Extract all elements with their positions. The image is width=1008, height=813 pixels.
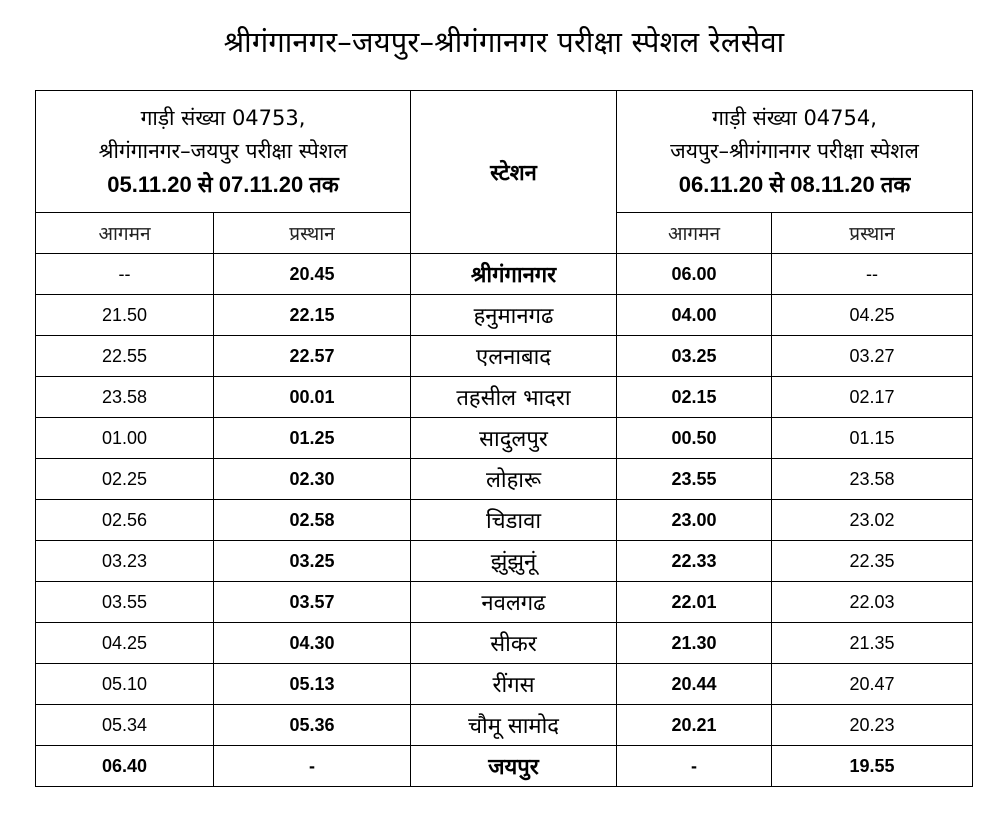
right-departure-time: 23.58	[772, 459, 973, 500]
timetable	[35, 90, 973, 787]
left-arrival-time: 01.00	[36, 418, 214, 459]
station-name: चिडावा	[411, 500, 617, 541]
left-departure-time: 22.57	[214, 336, 411, 377]
right-arrival-time: -	[617, 746, 772, 787]
right-train-number: गाड़ी संख्या 04754,	[712, 106, 877, 130]
left-departure-time: 02.58	[214, 500, 411, 541]
timetable-row	[36, 705, 973, 746]
right-departure-time: 20.47	[772, 664, 973, 705]
left-arrival-time: 22.55	[36, 336, 214, 377]
left-arrival-time: 05.10	[36, 664, 214, 705]
left-train-header	[36, 91, 411, 213]
left-arrival-time: 04.25	[36, 623, 214, 664]
left-arrival-time: --	[36, 254, 214, 295]
station-name: सादुलपुर	[411, 418, 617, 459]
left-departure-time: 22.15	[214, 295, 411, 336]
station-name: रींगस	[411, 664, 617, 705]
right-train-header	[617, 91, 973, 213]
right-departure-time: 22.35	[772, 541, 973, 582]
left-departure-time: 05.13	[214, 664, 411, 705]
left-arrival-time: 06.40	[36, 746, 214, 787]
left-departure-time: 01.25	[214, 418, 411, 459]
right-departure-time: --	[772, 254, 973, 295]
station-name: हनुमानगढ	[411, 295, 617, 336]
right-departure-time: 01.15	[772, 418, 973, 459]
right-arrival-time: 20.21	[617, 705, 772, 746]
right-departure-time: 04.25	[772, 295, 973, 336]
left-train-route: श्रीगंगानगर–जयपुर परीक्षा स्पेशल	[98, 139, 348, 163]
station-name: एलनाबाद	[411, 336, 617, 377]
station-name: लोहारू	[411, 459, 617, 500]
station-name: चौमू सामोद	[411, 705, 617, 746]
left-departure-header: प्रस्थान	[214, 213, 411, 254]
right-departure-time: 03.27	[772, 336, 973, 377]
left-train-dates: 05.11.20 से 07.11.20 तक	[107, 172, 339, 197]
left-departure-time: 02.30	[214, 459, 411, 500]
timetable-row	[36, 336, 973, 377]
left-arrival-time: 02.25	[36, 459, 214, 500]
left-departure-time: 05.36	[214, 705, 411, 746]
station-name: श्रीगंगानगर	[411, 254, 617, 295]
timetable-row	[36, 541, 973, 582]
timetable-row	[36, 582, 973, 623]
timetable-row	[36, 377, 973, 418]
right-departure-time: 02.17	[772, 377, 973, 418]
right-arrival-time: 03.25	[617, 336, 772, 377]
timetable-row	[36, 418, 973, 459]
right-departure-time: 20.23	[772, 705, 973, 746]
left-arrival-time: 03.23	[36, 541, 214, 582]
right-arrival-time: 00.50	[617, 418, 772, 459]
right-departure-time: 19.55	[772, 746, 973, 787]
right-arrival-time: 21.30	[617, 623, 772, 664]
right-arrival-time: 04.00	[617, 295, 772, 336]
right-arrival-time: 23.55	[617, 459, 772, 500]
timetable-row	[36, 746, 973, 787]
left-arrival-time: 21.50	[36, 295, 214, 336]
left-arrival-header: आगमन	[36, 213, 214, 254]
right-arrival-time: 23.00	[617, 500, 772, 541]
station-name: नवलगढ	[411, 582, 617, 623]
left-departure-time: -	[214, 746, 411, 787]
right-train-route: जयपुर–श्रीगंगानगर परीक्षा स्पेशल	[670, 139, 919, 163]
timetable-row	[36, 254, 973, 295]
left-departure-time: 00.01	[214, 377, 411, 418]
right-arrival-time: 06.00	[617, 254, 772, 295]
station-name: जयपुर	[411, 746, 617, 787]
left-arrival-time: 23.58	[36, 377, 214, 418]
station-name: तहसील भादरा	[411, 377, 617, 418]
left-departure-time: 03.57	[214, 582, 411, 623]
right-train-dates: 06.11.20 से 08.11.20 तक	[678, 172, 911, 197]
station-column-header: स्टेशन	[411, 91, 617, 254]
right-arrival-header: आगमन	[617, 213, 772, 254]
left-departure-time: 03.25	[214, 541, 411, 582]
left-arrival-time: 02.56	[36, 500, 214, 541]
right-departure-header: प्रस्थान	[772, 213, 973, 254]
right-departure-time: 23.02	[772, 500, 973, 541]
right-arrival-time: 20.44	[617, 664, 772, 705]
timetable-row	[36, 500, 973, 541]
right-departure-time: 22.03	[772, 582, 973, 623]
timetable-row	[36, 623, 973, 664]
left-train-number: गाड़ी संख्या 04753,	[140, 106, 306, 130]
right-departure-time: 21.35	[772, 623, 973, 664]
right-arrival-time: 22.01	[617, 582, 772, 623]
station-name: सीकर	[411, 623, 617, 664]
left-departure-time: 04.30	[214, 623, 411, 664]
right-arrival-time: 22.33	[617, 541, 772, 582]
timetable-row	[36, 295, 973, 336]
station-name: झुंझुनूं	[411, 541, 617, 582]
left-departure-time: 20.45	[214, 254, 411, 295]
timetable-row	[36, 664, 973, 705]
right-arrival-time: 02.15	[617, 377, 772, 418]
page-title: श्रीगंगानगर–जयपुर–श्रीगंगानगर परीक्षा स्पेशल रेलसेवा	[223, 25, 785, 59]
timetable-row	[36, 459, 973, 500]
left-arrival-time: 03.55	[36, 582, 214, 623]
left-arrival-time: 05.34	[36, 705, 214, 746]
